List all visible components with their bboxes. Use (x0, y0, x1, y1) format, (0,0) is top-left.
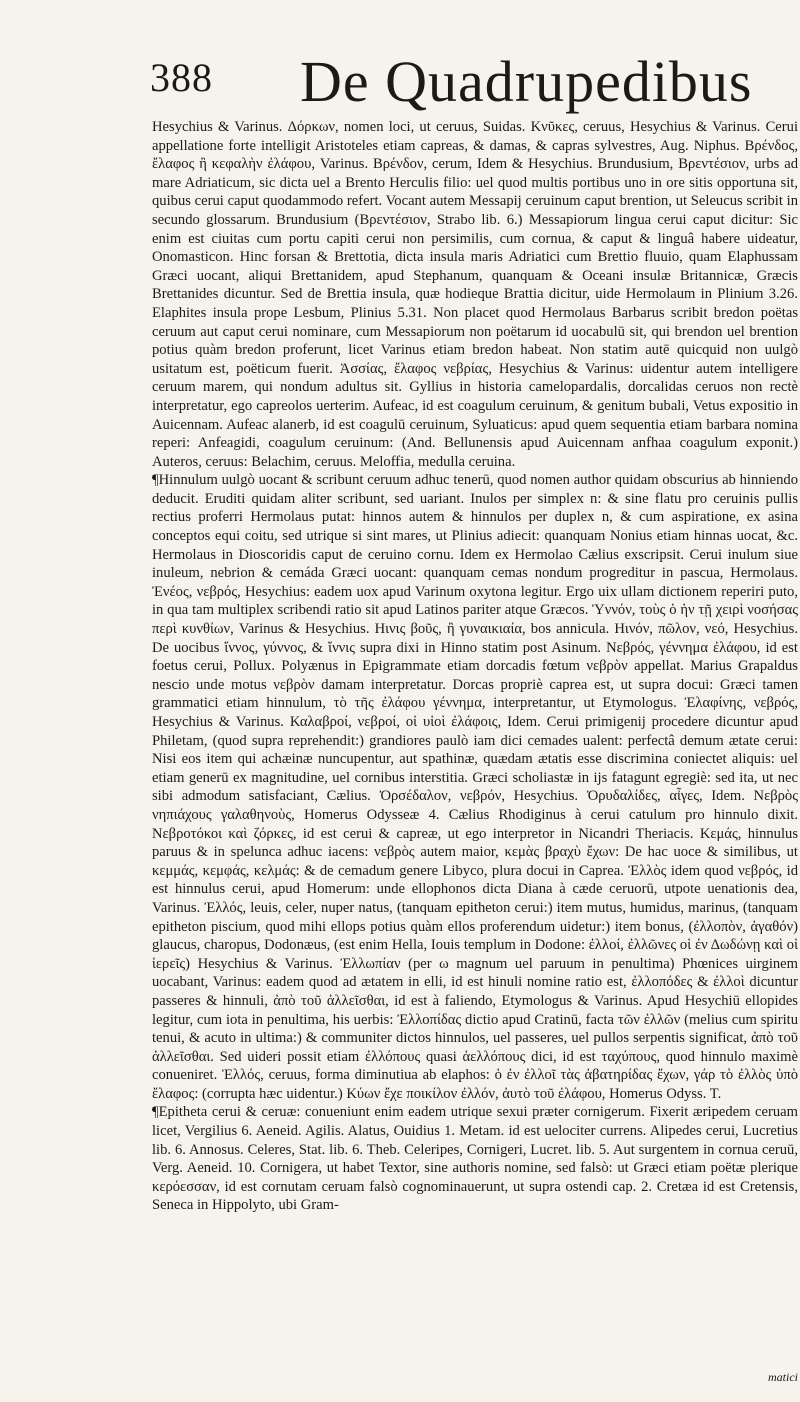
paragraph-etymology: Hesychius & Varinus. Δόρκων, nomen loci, ut ceruus, Suidas. Κνῦκες, ceruus, Hesychius & Varinus. Cerui appellatione forte intelligit Aristoteles etiam capreas, & damas, & capras sylvestres, Aug. Niphus. Βρένδος, ἔλαφος ἢ κεφαλὴν ἐλάφου, Varinus. Βρένδον, cerum, Idem & Hesychius. Brundusium, Βρεντέσιον, urbs ad mare Adriaticum, sic dicta uel a Brento Herculis filio: uel quod multis portibus uno in ore sitis opportuna sit, quibus cerui caput quodammodo refert. Vocant autem Messapij ceruinum caput brention, ut Seleucus scribit in secundo glossarum. Brundusium (Βρεντέσιον, Strabo lib. 6.) Messapiorum lingua cerui caput dicitur: Sic enim est ciuitas cum portu capiti cerui non persimilis, cum cornua, & caput & linguâ habere uideatur, Onomasticon. Hinc forsan & Brettotia, dicta insula maris Adriatici cum Brettio fluuio, quam Elaphussam Græci uocant, aliqui Brettanidem, apud Stephanum, quanquam & Oceani insulæ Britannicæ, Græcis Brettanides dicuntur. Sed de Brettia insula, quæ hodieque Brattia dicitur, uide Hermolaum in Plinium 3.26. Elaphites insula prope Lesbum, Plinius 5.31. Non placet quod Hermolaus Barbarus scribit bredon poëtas ceruum aut caput cerui nominare, cum Messapiorum non poëtarum id uocabulū sit, qui brendon uel brention potius quàm bredon proferunt, licet Varinus etiam bredon habeat. Non statim autē quicquid non uulgò usitatum est, poëticum fuerit. Ἀσσίας, ἔλαφος νεβρίας, Hesychius & Varinus: uidentur autem intelligere ceruum marem, qui nondum adultus sit. Gyllius in historia camelopardalis, dorcalidas ceruos non rectè interpretatur, ego capreolos uerterim. Aufeac, id est coagulum ceruinum, & genitum bubali, Vetus expositio in Auicennam. Aufeac alanerb, id est coagulū ceruinum, Syluaticus: apud quem sequentia etiam barbara nomina reperi: Anfeagidi, coagulum ceruinum: (And. Bellunensis apud Auicennam anfhaa coagulum exponit.) Auteros, ceruus: Belachim, ceruus. Meloffia, medulla ceruina. (152, 119, 798, 470)
page-number: 388 (150, 55, 213, 100)
main-text-block (152, 118, 798, 1388)
page-header (150, 48, 800, 118)
paragraph-epitheta: ¶Epitheta cerui & ceruæ: conueniunt enim eadem utrique sexui præter cornigerum. Fixerit æripedem ceruam licet, Vergilius 6. Aeneid. Agilis. Alatus, Ouidius 1. Metam. id est uelociter currens. Alipedes cerui, Lucretius lib. 6. Annosus. Celeres, Stat. lib. 6. Theb. Celeripes, Cornigeri, Lucret. lib. 5. Aut surgentem in cornua ceruū, Verg. Aeneid. 10. Cornigera, ut habet Textor, sine authoris nomine, sed falsò: ut Græci etiam poëtæ plerique κερόεσσαν, id est cornutam ceruam falsò cognominauerunt, ut supra ostendi cap. 2. Cretæa id est Cretensis, Seneca in Hippolyto, ubi Gram- (152, 1104, 798, 1214)
running-title: De Quadrupedibus (300, 49, 753, 114)
catchword: matici (768, 1370, 798, 1384)
paragraph-hinnulus: ¶Hinnulum uulgò uocant & scribunt ceruum adhuc tenerū, quod nomen author quidam obscurius ab hinniendo deducit. Eruditi quidam aliter scribunt, sed uariant. Inulos per simplex n: & sine flatu pro ceruinis pullis rectius proferri Hermolaus putat: hinnos autem & hinnulos per duplex n, & cum aspiratione, ex asina conceptos equi coitu, sed utrique si sint mares, ut Plinius adiecit: quanquam Nonius etiam hinnas uocat, &c. Hermolaus in Dioscoridis caput de ceruino cornu. Idem ex Hermolao Cælius exscripsit. Cerui inulum siue inuleum, nebrion & cemáda Græci uocant: quanquam cemas nondum progreditur in pascua, Hermolaus. Ἐνέος, νεβρός, Hesychius: eadem uox apud Varinum oxytona legitur. Ergo uix ullam dictionem reperiri puto, in qua tam multiplex scribendi ratio sit apud Latinos pariter atque Græcos. Ὑννόν, τοὺς ὁ ἡν τῇ χειρὶ νοσήσας περὶ κυνθίων, Varinus & Hesychius. Hινις βοῦς, ἢ γυναικιαία, bos annicula. Hινόν, πῶλον, νεό, Hesychius. De uocibus ἴννος, γύννος, & ἴννις supra dixi in Hinno statim post Asinum. Νεβρός, γέννημα ἐλάφου, id est foetus cerui, Pollux. Polyænus in Epigrammate etiam dorcadis fœtum νεβρὸν appellat. Marius Grapaldus nescio unde motus νεβρὸν damam interpretatur. Dorcas propriè caprea est, ut supra docui: Græci tamen grammatici etiam hinnulum, τὸ τῆς ἐλάφου γέννημα, interpretantur, ut Etymologus. Ἐλαφίνης, νεβρός, Hesychius & Varinus. Καλαβροί, νεβροί, οἱ υἱοὶ ἐλάφοις, Idem. Cerui primigenij procedere dicuntur apud Philetam, (quod supra reprehendit:) grandiores paulò iam dici cemades ualent: perfectâ demum ætate cerui: Nisi eos item qui achæinæ nuncupentur, aut spathinæ, quædam ætatis esse discrimina coniectet aliquis: uel etiam generū ex magnitudine, uel cornibus interstitia. Græci scholiastæ in ijs fatagunt egregiè: sed ita, ut nec sibi admodum satisfaciant, Cælius. Ὀρσέδαλον, νεβρόν, Hesychius. Ὀρυδαλίδες, αἶγες, Idem. Νεβρὸς νηπιάχους γαλαθηνοὺς, Homerus Odysseæ 4. Cælius Rhodiginus à cerui catulum pro hinnulo dixit. Νεβροτόκοι καὶ ζόρκες, id est cerui & capreæ, ut ego interpretor in Nicandri Theriacis. Κεμάς, hinnulus paruus & in spelunca adhuc iacens: νεβρὸς autem maior, κεμὰς βραχὺ ἔχων: De hac uoce & similibus, ut κεμμάς, κεμφάς, κελμάς: & de cemadum genere Libyco, plura docui in Caprea. Ἐλλὸς idem quod νεβρός, id est hinnulus cerui, apud Homerum: unde ellophonos dicta Diana à cæde ceruorū, utpote uenationis dea, Varinus. Ἐλλός, leuis, celer, nuper natus, (tanquam epitheton cerui:) item mutus, humidus, marinus, (tanquam epitheton piscium, quod mihi ellops potius quàm ellos proferendum uidetur:) item bonus, (ἐλλοπὸν, ἀγαθόν) glaucus, charopus, Dodonæus, (est enim Hella, Iouis templum in Dodone: ἐλλοί, ἐλλῶνες οἱ ἐν Δωδώνῃ καὶ οἱ ἱερεῖς) Hesychius & Varinus. Ἐλλωπίαν (per ω magnum uel paruum in penultima) Phœnices uirginem uocabant, Varinus: eadem quod ad ætatem in elli, id est hinuli nomine ratio est, ἐλλοπόδες & ἐλλοὶ dicuntur passeres & hinnuli, ἀπὸ τοῦ ἀλλεῖσθαι, id est à faliendo, Etymologus & Varinus. Apud Hesychiū ellopides legitur, cum iota in penultima, his uerbis: Ἐλλοπίδας dictio apud Cratinū, facta τῶν ἐλλῶν (melius cum spiritu tenui, & acuto in ultima:) & communiter dictos hinnulos, uel passeres, uel pullos serpentis significat, ἀπὸ τοῦ ἀλλεῖσθαι. Sed uideri possit etiam ἐλλόπους quasi ἀελλόπους dici, id est ταχύπους, quod hinnulo maximè conueniret. Ἐλλός, ceruus, forma diminutiua ab elaphos: ὁ ἐν ἐλλοῖ τὰς ἀβατηρίδας ἔχων, γάρ τὸ ἐλλὸς ὑπὸ ἔλαφος: (corrupta hæc uidentur.) Κύων ἔχε ποικίλον ἐλλόν, ἀυτὸ τοῦ ἐλάφου, Homerus Odyss. T. (152, 472, 798, 1102)
